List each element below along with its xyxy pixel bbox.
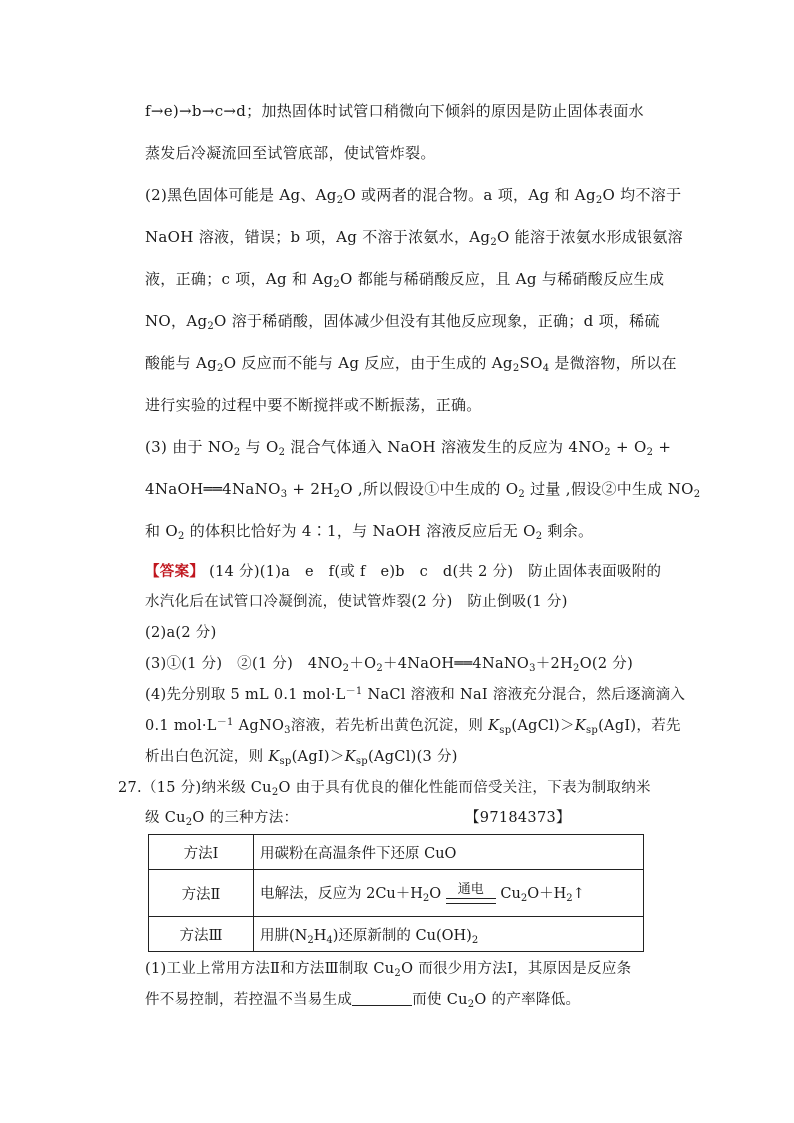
question-27-part1-line: 件不易控制，若控温不当易生成 而使 $Cu_2O$ 的产率降低。 [145,992,581,1010]
explanation-line: f→e)→b→c→d；加热固体时试管口稍微向下倾斜的原因是防止固体表面水 [145,102,644,120]
explanation-line: 进行实验的过程中要不断搅拌或不断振荡，正确。 [145,396,482,414]
method-name: 方法Ⅲ [149,917,254,952]
explanation-line: 液，正确；c 项，Ag 和 $Ag_2O$ 都能与稀硝酸反应，且 Ag 与稀硝酸反应生成 [145,270,665,290]
explanation-line: 4NaOH══4NaNO$_3$ + $2H_2O$ ,所以假设①中生成的 $O_2$ 过量 ,假设②中生成 $NO_2$ [145,480,701,500]
answer-line: (2)a(2 分) [145,625,217,641]
explanation-line: 和 $O_2$ 的体积比恰好为 4∶1，与 NaOH 溶液反应后无 $O_2$ 剩余。 [145,522,594,542]
explanation-line: NaOH 溶液，错误；b 项，Ag 不溶于浓氨水，$Ag_2O$ 能溶于浓氨水形成银氨溶 [145,228,683,248]
method-desc: 用肼$(N_2H_4)$还原新制的 $Cu(OH)_2$ [254,917,644,952]
question-27-line: 27.（15 分)纳米级 $Cu_2O$ 由于具有优良的催化性能而倍受关注，下表为制取纳米 [118,780,651,798]
table-row [149,917,644,952]
question-code: 【97184373】 [465,810,571,826]
explanation-line: 蒸发后冷凝流回至试管底部，使试管炸裂。 [145,144,436,162]
answer-tag: 【答案】 [145,563,205,580]
answer-line: 析出白色沉淀，则 $K_{sp}(AgI)>K_{sp}(AgCl)(3$ 分) [145,749,458,767]
question-27-line: 级 $Cu_2O$ 的三种方法： [145,810,299,828]
table-row [149,835,644,870]
answer-line: (3)①(1 分) ②(1 分) $4NO_2+O_2+4NaOH══4NaNO_3+2H_2O(2$ 分) [145,656,634,674]
table-row [149,870,644,917]
method-desc: 电解法，反应为 $2Cu+H_2O$ 通电 $Cu_2O+H_2↑$ [254,870,644,917]
method-desc: 用碳粉在高温条件下还原 CuO [254,835,644,870]
question-27-part1-line: (1)工业上常用方法Ⅱ和方法Ⅲ制取 $Cu_2O$ 而很少用方法Ⅰ，其原因是反应条 [145,961,632,979]
explanation-line: (3) 由于 $NO_2$ 与 $O_2$ 混合气体通入 NaOH 溶液发生的反应为 $4NO_2 + O_2$ + [145,438,672,458]
explanation-line: (2)黑色固体可能是 Ag、$Ag_2O$ 或两者的混合物。a 项，Ag 和 $Ag_2O$ 均不溶于 [145,186,682,206]
methods-table [148,834,644,952]
method-name: 方法Ⅰ [149,835,254,870]
explanation-line: NO，$Ag_2O$ 溶于稀硝酸，固体减少但没有其他反应现象，正确；d 项，稀硫 [145,312,660,332]
answer-blank[interactable] [352,991,412,1006]
answer-line: 0.1 $mol\cdot L^{-1}$ AgNO$_3$溶液，若先析出黄色沉淀，则 $K_{sp}(AgCl)>K_{sp}(AgI)$，若先 [145,717,681,736]
reaction-condition-arrow: 通电 [446,883,496,904]
answer-line: 水汽化后在试管口冷凝倒流，使试管炸裂(2 分) 防止倒吸(1 分) [145,594,568,610]
method-name: 方法Ⅱ [149,870,254,917]
answer-line: 【答案】 (14 分)(1)a e f(或 f e)b c d(共 2 分) 防止固体表面吸附的 [145,563,662,580]
answer-line: (4)先分别取 5 mL 0.1 $mol\cdot L^{-1}$ NaCl 溶液和 NaI 溶液充分混合，然后逐滴滴入 [145,686,686,703]
explanation-line: 酸能与 $Ag_2O$ 反应而不能与 Ag 反应，由于生成的 $Ag_2SO_4$ 是微溶物，所以在 [145,354,677,374]
